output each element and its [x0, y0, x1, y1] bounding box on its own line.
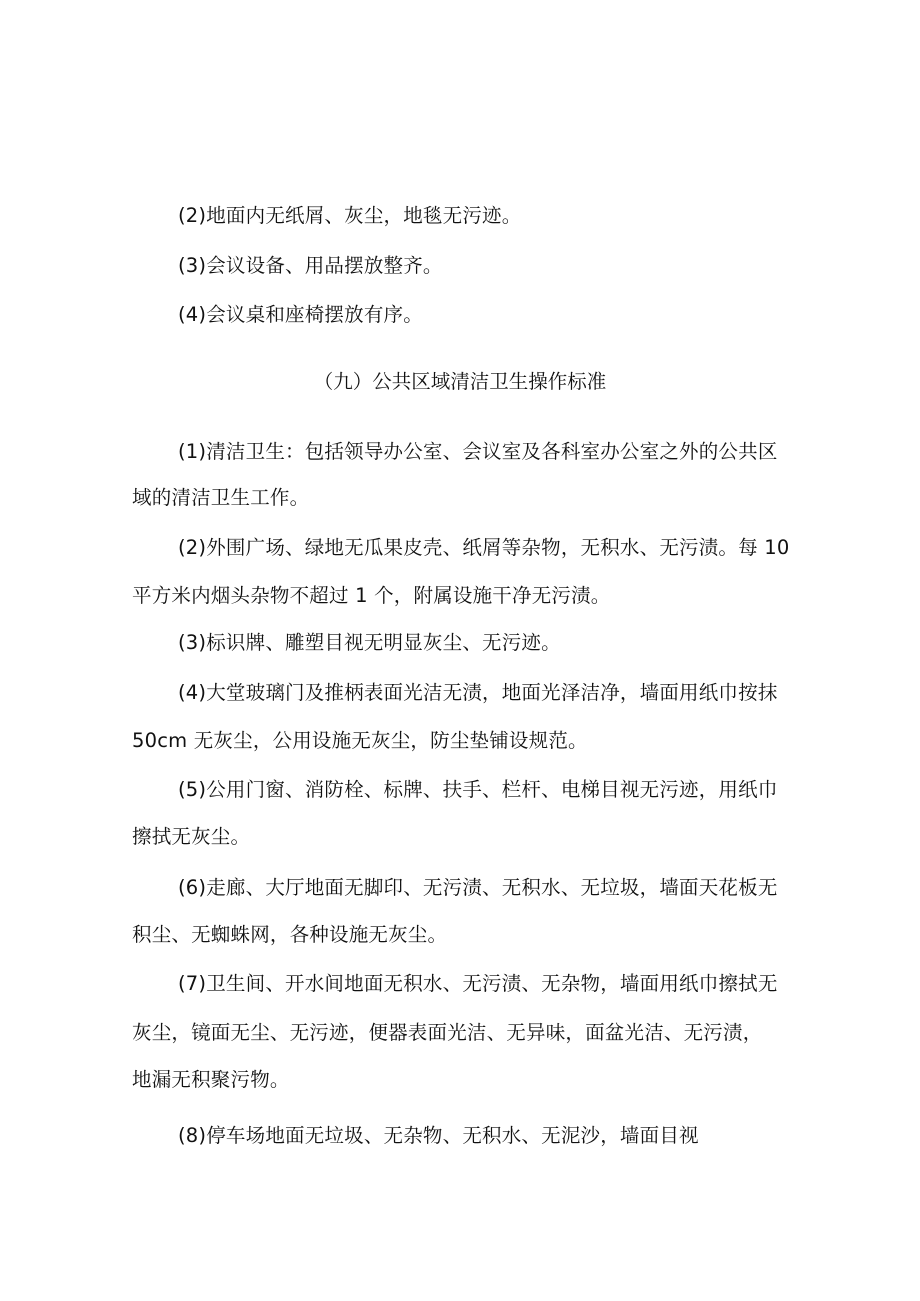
paragraph-line: 灰尘，镜面无尘、无污迹，便器表面光洁、无异味，面盆光洁、无污渍， — [132, 1021, 763, 1044]
paragraph-line: (7)卫生间、开水间地面无积水、无污渍、无杂物，墙面用纸巾擦拭无 — [178, 972, 778, 995]
paragraph-line: (2)外围广场、绿地无瓜果皮壳、纸屑等杂物，无积水、无污渍。每 10 — [178, 536, 790, 559]
paragraph-line: (3)标识牌、雕塑目视无明显灰尘、无污迹。 — [178, 631, 561, 654]
paragraph-line: (8)停车场地面无垃圾、无杂物、无积水、无泥沙，墙面目视 — [178, 1124, 699, 1147]
paragraph-line: 域的清洁卫生工作。 — [132, 486, 310, 509]
section-heading: （九）公共区域清洁卫生操作标准 — [313, 370, 607, 393]
paragraph-line: 平方米内烟头杂物不超过 1 个，附属设施干净无污渍。 — [132, 584, 611, 607]
paragraph-line: (4)大堂玻璃门及推柄表面光洁无渍，地面光泽洁净，墙面用纸巾按抹 — [178, 681, 778, 704]
item-3-equipment: (3)会议设备、用品摆放整齐。 — [178, 254, 443, 277]
item-2-ground: (2)地面内无纸屑、灰尘，地毯无污迹。 — [178, 204, 522, 227]
paragraph-line: (6)走廊、大厅地面无脚印、无污渍、无积水、无垃圾，墙面天花板无 — [178, 876, 778, 899]
paragraph-line: 积尘、无蜘蛛网，各种设施无灰尘。 — [132, 923, 448, 946]
paragraph-line: 50cm 无灰尘，公用设施无灰尘，防尘垫铺设规范。 — [132, 729, 588, 752]
paragraph-line: (1)清洁卫生：包括领导办公室、会议室及各科室办公室之外的公共区 — [178, 440, 778, 463]
paragraph-line: 擦拭无灰尘。 — [132, 825, 251, 848]
paragraph-line: (5)公用门窗、消防栓、标牌、扶手、栏杆、电梯目视无污迹，用纸巾 — [178, 778, 778, 801]
item-4-table-chairs: (4)会议桌和座椅摆放有序。 — [178, 303, 423, 326]
paragraph-line: 地漏无积聚污物。 — [132, 1068, 290, 1091]
